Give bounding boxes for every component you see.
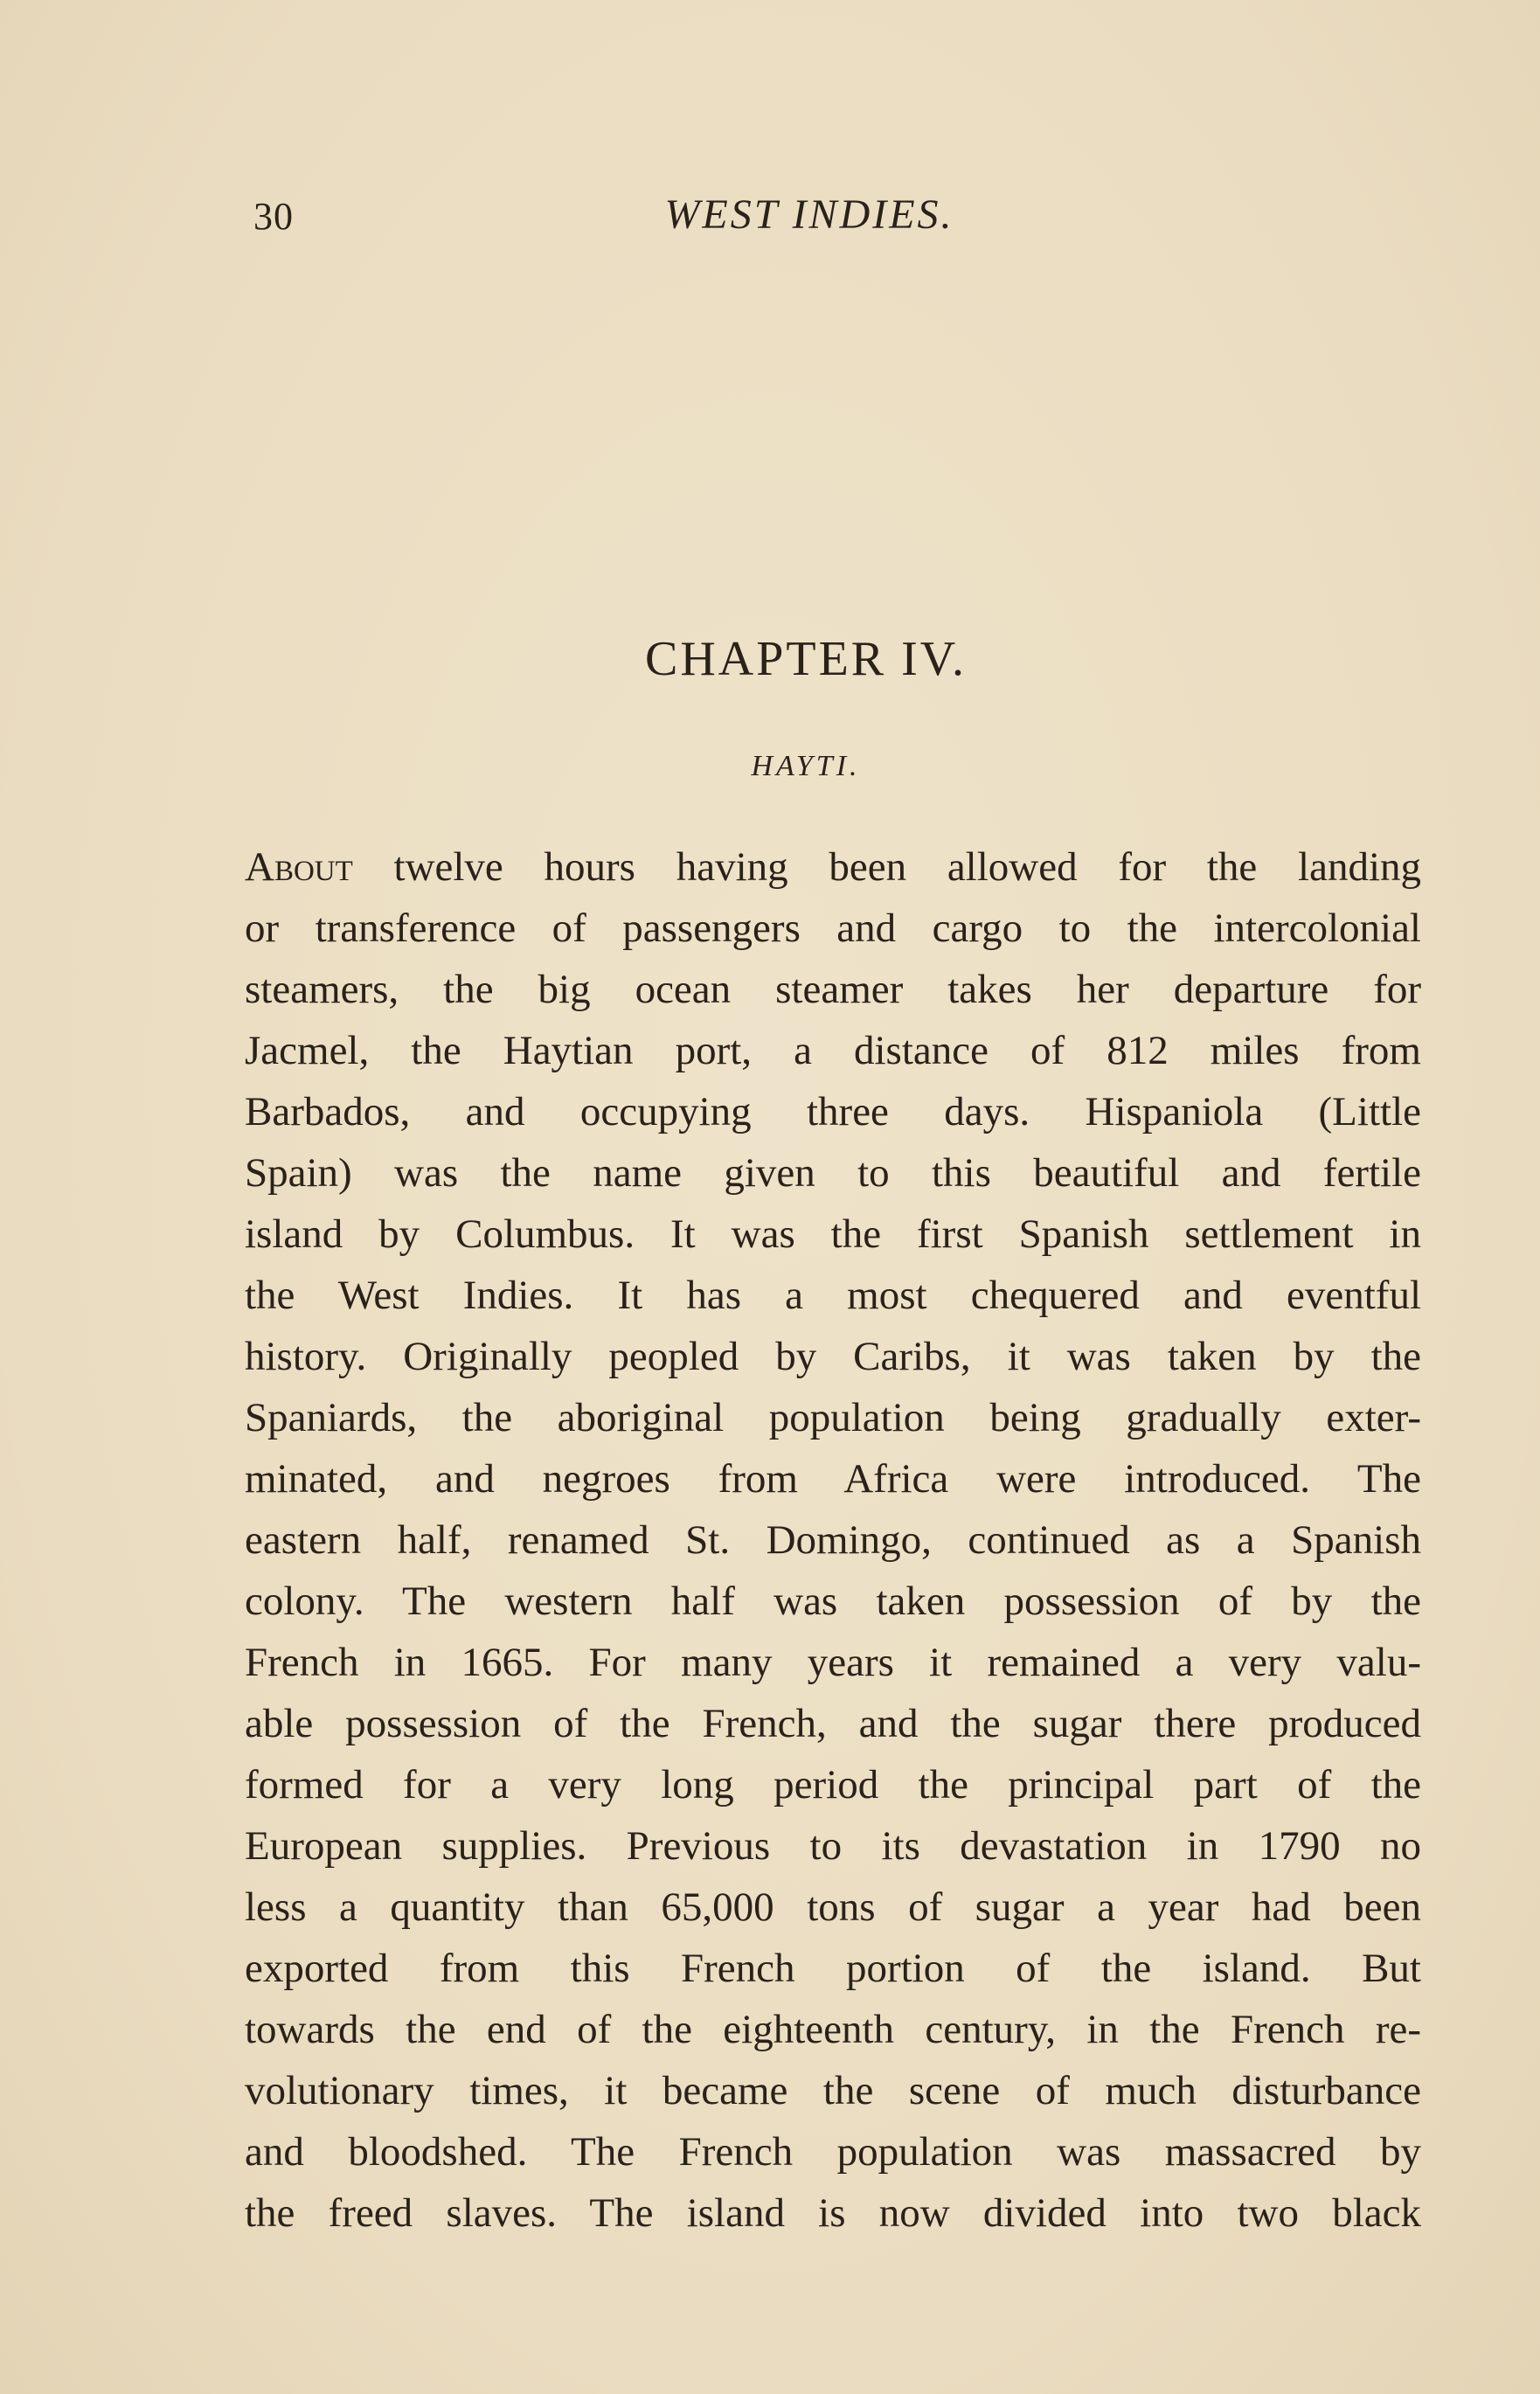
text-line: European supplies. Previous to its devastation in 1790 no [245, 1823, 1421, 1869]
chapter-title: CHAPTER IV. [644, 632, 967, 686]
text-line: less a quantity than 65,000 tons of sugar a year had been [245, 1884, 1421, 1930]
text-line: steamers, the big ocean steamer takes her departure for [245, 967, 1421, 1012]
page-number: 30 [253, 195, 294, 238]
text-line: formed for a very long period the principal part of the [245, 1762, 1421, 1808]
text-line: Spain) was the name given to this beautiful and fertile [245, 1150, 1421, 1196]
text-line: towards the end of the eighteenth century, in the French re- [245, 2007, 1421, 2052]
text-line: minated, and negroes from Africa were introduced. The [245, 1456, 1421, 1502]
text-line: the West Indies. It has a most chequered and eventful [245, 1273, 1421, 1318]
text-line: exported from this French portion of the island. But [245, 1946, 1421, 1991]
text-line: colony. The western half was taken possession of by the [245, 1579, 1421, 1624]
text-line: able possession of the French, and the sugar there produced [245, 1701, 1421, 1746]
running-head: WEST INDIES. [664, 191, 954, 238]
text-line: French in 1665. For many years it remained a very valu- [245, 1640, 1421, 1685]
text-line: eastern half, renamed St. Domingo, continued as a Spanish [245, 1517, 1421, 1563]
text-line: and bloodshed. The French population was massacred by [245, 2129, 1421, 2175]
text-line: history. Originally peopled by Caribs, it was taken by the [245, 1334, 1421, 1379]
opening-word: About [245, 844, 353, 890]
text-line: Spaniards, the aboriginal population being gradually exter- [245, 1395, 1421, 1440]
body-paragraph [245, 836, 1421, 2244]
text-line-first [245, 836, 1421, 898]
text-line: Jacmel, the Haytian port, a distance of 812 miles from [245, 1028, 1421, 1073]
first-line-rest: twelve hours having been allowed for the landing [352, 844, 1421, 890]
text-line: island by Columbus. It was the first Spanish settlement in [245, 1211, 1421, 1257]
text-line: volutionary times, it became the scene of much disturbance [245, 2068, 1421, 2113]
text-line: the freed slaves. The island is now divided into two black [245, 2190, 1421, 2236]
text-line: Barbados, and occupying three days. Hispaniola (Little [245, 1089, 1421, 1135]
text-line: or transference of passengers and cargo to the intercolonial [245, 906, 1421, 951]
chapter-subtitle: HAYTI. [751, 750, 861, 782]
